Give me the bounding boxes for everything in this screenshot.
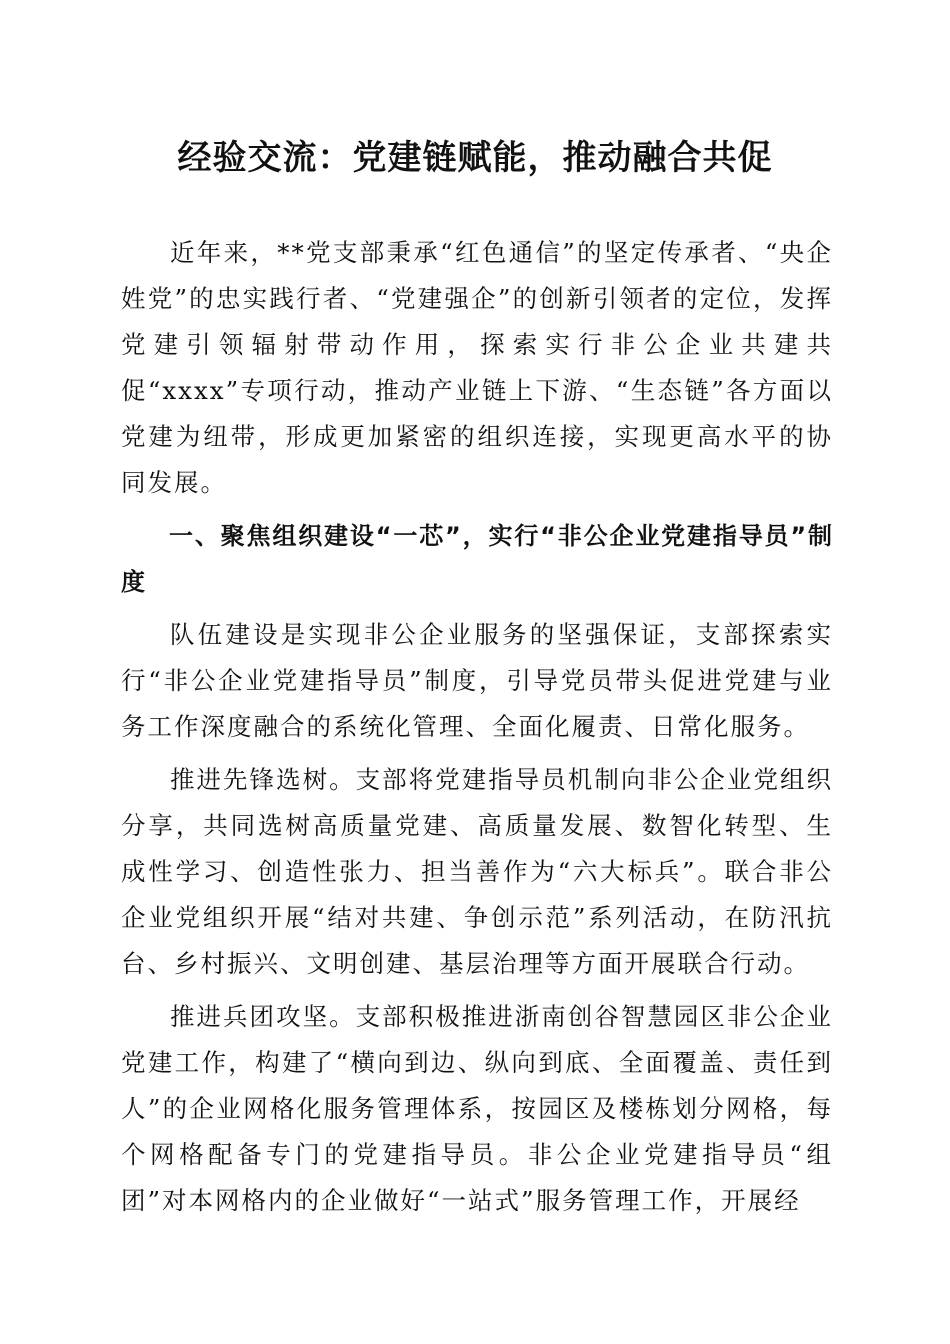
section-heading-1: 一、聚焦组织建设“一芯”，实行“非公企业党建指导员”制度 (121, 522, 833, 596)
document-title: 经验交流：党建链赋能，推动融合共促 (177, 138, 773, 178)
body-paragraph: 队伍建设是实现非公企业服务的坚强保证，支部探索实行“非公企业党建指导员”制度，引导党员带头促进党建与业务工作深度融合的系统化管理、全面化履责、日常化服务。 (121, 620, 833, 741)
intro-paragraph: 近年来，**党支部秉承“红色通信”的坚定传承者、“央企姓党”的忠实践行者、“党建强企”的创新引领者的定位，发挥党建引领辐射带动作用，探索实行非公企业共建共促“xxxx”专项行动，推动产业链上下游、“生态链”各方面以党建为纽带，形成更加紧密的组织连接，实现更高水平的协同发展。 (121, 238, 833, 497)
body-paragraph: 推进兵团攻坚。支部积极推进浙南创谷智慧园区非公企业党建工作，构建了“横向到边、纵向到底、全面覆盖、责任到人”的企业网格化服务管理体系，按园区及楼栋划分网格，每个网格配备专门的党建指导员。非公企业党建指导员“组团”对本网格内的企业做好“一站式”服务管理工作，开展经 (121, 1002, 833, 1215)
document-body (121, 230, 833, 1231)
body-paragraph: 推进先锋选树。支部将党建指导员机制向非公企业党组织分享，共同选树高质量党建、高质量发展、数智化转型、生成性学习、创造性张力、担当善作为“六大标兵”。联合非公企业党组织开展“结对共建、争创示范”系列活动，在防汛抗台、乡村振兴、文明创建、基层治理等方面开展联合行动。 (121, 765, 833, 978)
